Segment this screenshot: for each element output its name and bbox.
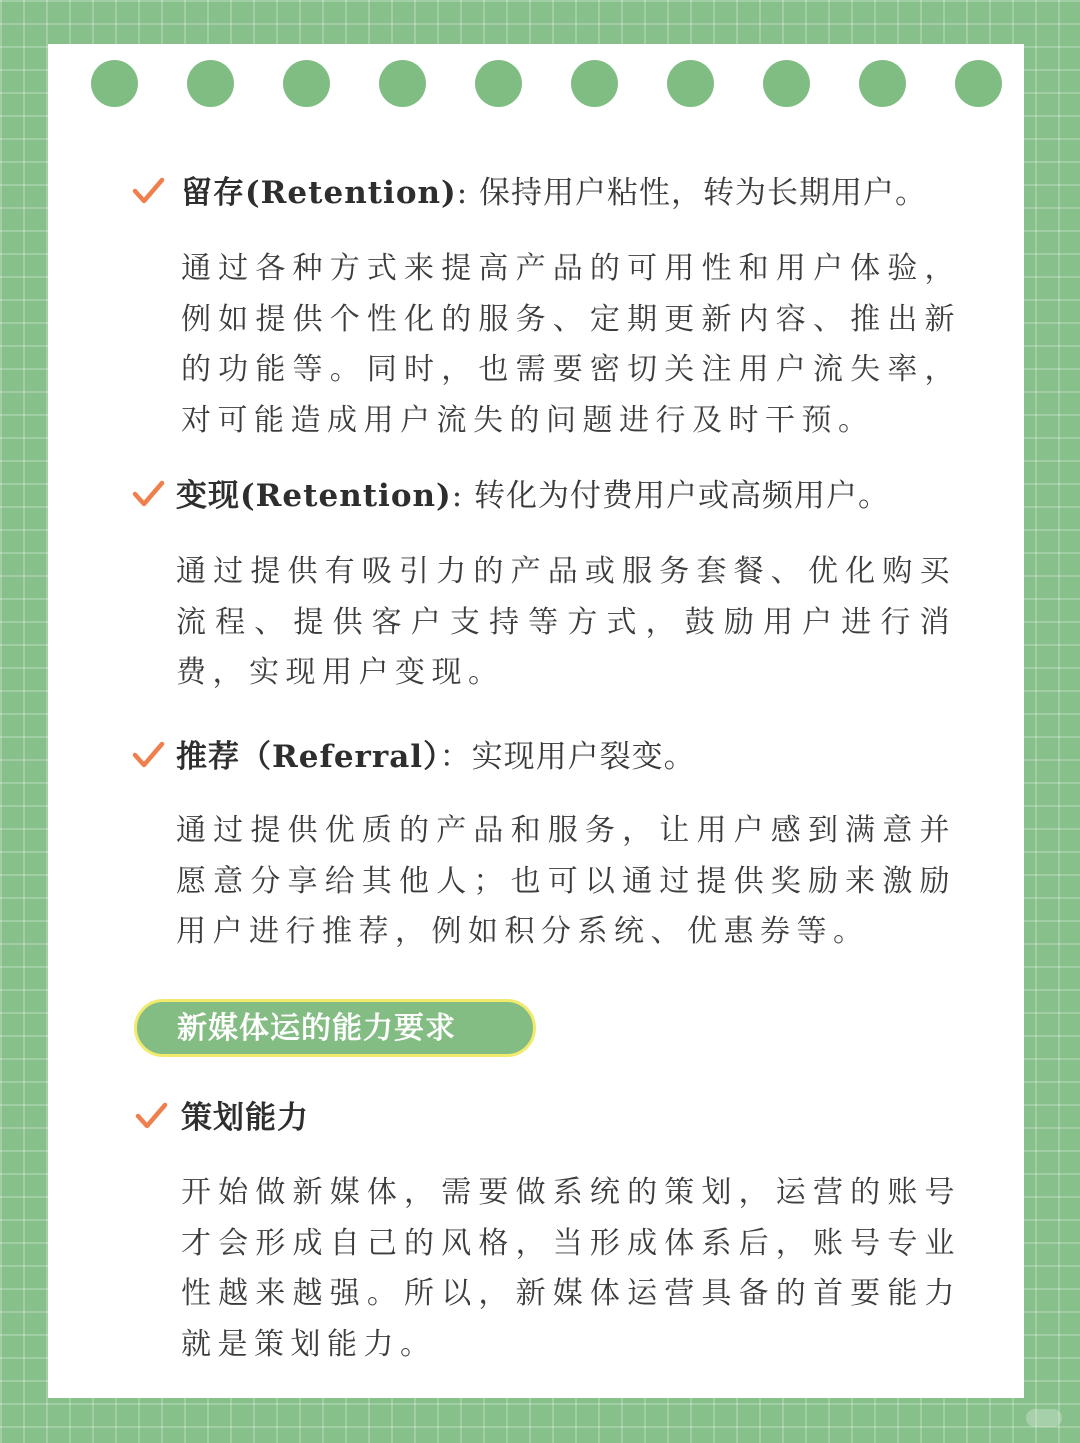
- ability-title: 策划能力: [181, 1100, 309, 1136]
- check-icon: [134, 1099, 168, 1133]
- section-subtitle: ：实现用户裂变。: [439, 739, 696, 775]
- binder-hole-dot: [379, 60, 426, 107]
- binder-hole-dot: [859, 60, 906, 107]
- binder-hole-dot: [91, 60, 138, 107]
- binder-hole-dot: [763, 60, 810, 107]
- section-subtitle: : 保持用户粘性，转为长期用户。: [456, 175, 928, 211]
- section-subtitle: : 转化为付费用户或高频用户。: [451, 478, 891, 514]
- binder-hole-dot: [283, 60, 330, 107]
- section-badge: [134, 999, 536, 1057]
- section-paragraph: 通过各种方式来提高产品的可用性和用户体验，例如提供个性化的服务、定期更新内容、推出新的功能等。同时，也需要密切关注用户流失率，对可能造成用户流失的问题进行及时干预。: [181, 251, 961, 438]
- section-paragraph: 通过提供有吸引力的产品或服务套餐、优化购买流程、提供客户支持等方式，鼓励用户进行消费，实现用户变现。: [176, 554, 956, 690]
- binder-hole-dot: [475, 60, 522, 107]
- section-title: 推荐（Referral）: [176, 739, 440, 775]
- section-badge-label: 新媒体运的能力要求: [177, 1011, 456, 1046]
- section-heading-referral: [176, 737, 696, 777]
- section-title: 变现(Retention): [176, 478, 452, 514]
- binder-hole-dot: [667, 60, 714, 107]
- binder-hole-dot: [571, 60, 618, 107]
- binder-hole-dot: [187, 60, 234, 107]
- watermark: [1026, 1409, 1062, 1427]
- section-title: 留存(Retention): [181, 175, 457, 211]
- section-paragraph: 通过提供优质的产品和服务，让用户感到满意并愿意分享给其他人；也可以通过提供奖励来激励用户进行推荐，例如积分系统、优惠券等。: [176, 813, 956, 949]
- section-heading-monetization: [176, 476, 890, 516]
- check-icon: [131, 174, 165, 208]
- ability-paragraph: 开始做新媒体，需要做系统的策划，运营的账号才会形成自己的风格，当形成体系后，账号专业性越来越强。所以，新媒体运营具备的首要能力就是策划能力。: [181, 1175, 961, 1362]
- binder-hole-dot: [955, 60, 1002, 107]
- ability-heading: [181, 1098, 309, 1138]
- check-icon: [131, 477, 165, 511]
- binder-holes: [91, 60, 1002, 108]
- check-icon: [131, 738, 165, 772]
- section-heading-retention: [181, 173, 927, 213]
